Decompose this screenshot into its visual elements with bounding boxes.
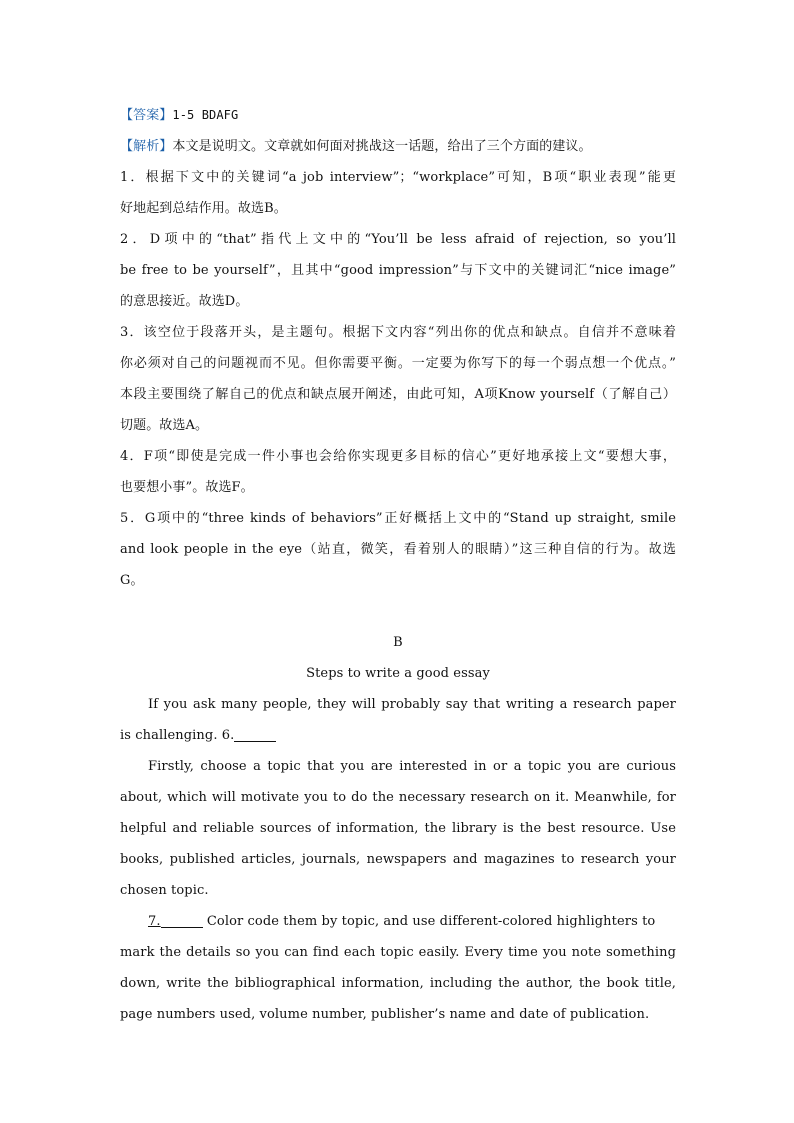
analysis-line: 1．根据下文中的关键词“a job interview”；“workplace”可知，B项“职业表现”能更 [120,170,676,185]
passage-line [120,720,676,751]
answer-line [120,100,676,131]
section-spacer [120,596,676,627]
analysis-line: 2．D项中的“that”指代上文中的“You’ll be less afraid of rejection, so you’ll [120,232,676,247]
analysis-line: 3．该空位于段落开头，是主题句。根据下文内容“列出你的优点和缺点。自信并不意味着 [120,325,676,340]
answer-tag: 【答案】 [120,108,173,123]
analysis-line: be free to be yourself”，且其中“good impression”与下文中的关键词汇“nice image” [120,263,676,278]
document-content [120,100,676,1030]
passage-line: page numbers used, volume number, publisher’s name and date of publication. [120,1007,650,1022]
passage-line: chosen topic. [120,883,209,898]
analysis-line: 切题。故选A。 [120,418,209,433]
analysis-tag: 【解析】 [120,139,173,154]
passage-line [120,906,676,937]
answer-text: 1-5 BDAFG [172,108,239,122]
passage-text: Color code them by topic, and use different-colored highlighters to [202,914,656,929]
analysis-line: 4．F项“即使是完成一件小事也会给你实现更多目标的信心”更好地承接上文“要想大事， [120,449,676,464]
passage-line: If you ask many people, they will probably say that writing a research paper [148,697,676,712]
question-7-label: 7. [148,914,161,929]
analysis-line: 的意思接近。故选D。 [120,294,249,309]
passage-line: books, published articles, journals, newspapers and magazines to research your [120,852,676,867]
passage-line: about, which will motivate you to do the necessary research on it. Meanwhile, for [120,790,676,805]
analysis-line: 也要想小事”。故选F。 [120,480,254,495]
analysis-intro-text: 本文是说明文。文章就如何面对挑战这一话题，给出了三个方面的建议。 [172,139,592,154]
analysis-line: 本段主要围绕了解自己的优点和缺点展开阐述，由此可知，A项Know yourself（了解自己） [120,387,676,402]
passage-text: is challenging. 6. [120,728,235,743]
passage-line: mark the details so you can find each topic easily. Every time you note something [120,945,676,960]
passage-line: down, write the bibliographical information, including the author, the book title, [120,976,676,991]
analysis-line: G。 [120,573,144,588]
blank-7 [161,913,203,928]
analysis-line: 你必须对自己的问题视而不见。但你需要平衡。一定要为你写下的每一个弱点想一个优点。” [120,356,676,371]
analysis-line: 5．G项中的“three kinds of behaviors”正好概括上文中的“Stand up straight, smile [120,511,676,526]
analysis-line: and look people in the eye（站直，微笑，看着别人的眼睛）”这三种自信的行为。故选 [120,542,676,557]
blank-6 [234,727,276,742]
analysis-line: 好地起到总结作用。故选B。 [120,201,287,216]
passage-title: Steps to write a good essay [306,666,490,681]
passage-line: helpful and reliable sources of information, the library is the best resource. Use [120,821,676,836]
passage-line: Firstly, choose a topic that you are interested in or a topic you are curious [148,759,676,774]
section-label: B [393,635,403,650]
analysis-intro [120,131,676,162]
